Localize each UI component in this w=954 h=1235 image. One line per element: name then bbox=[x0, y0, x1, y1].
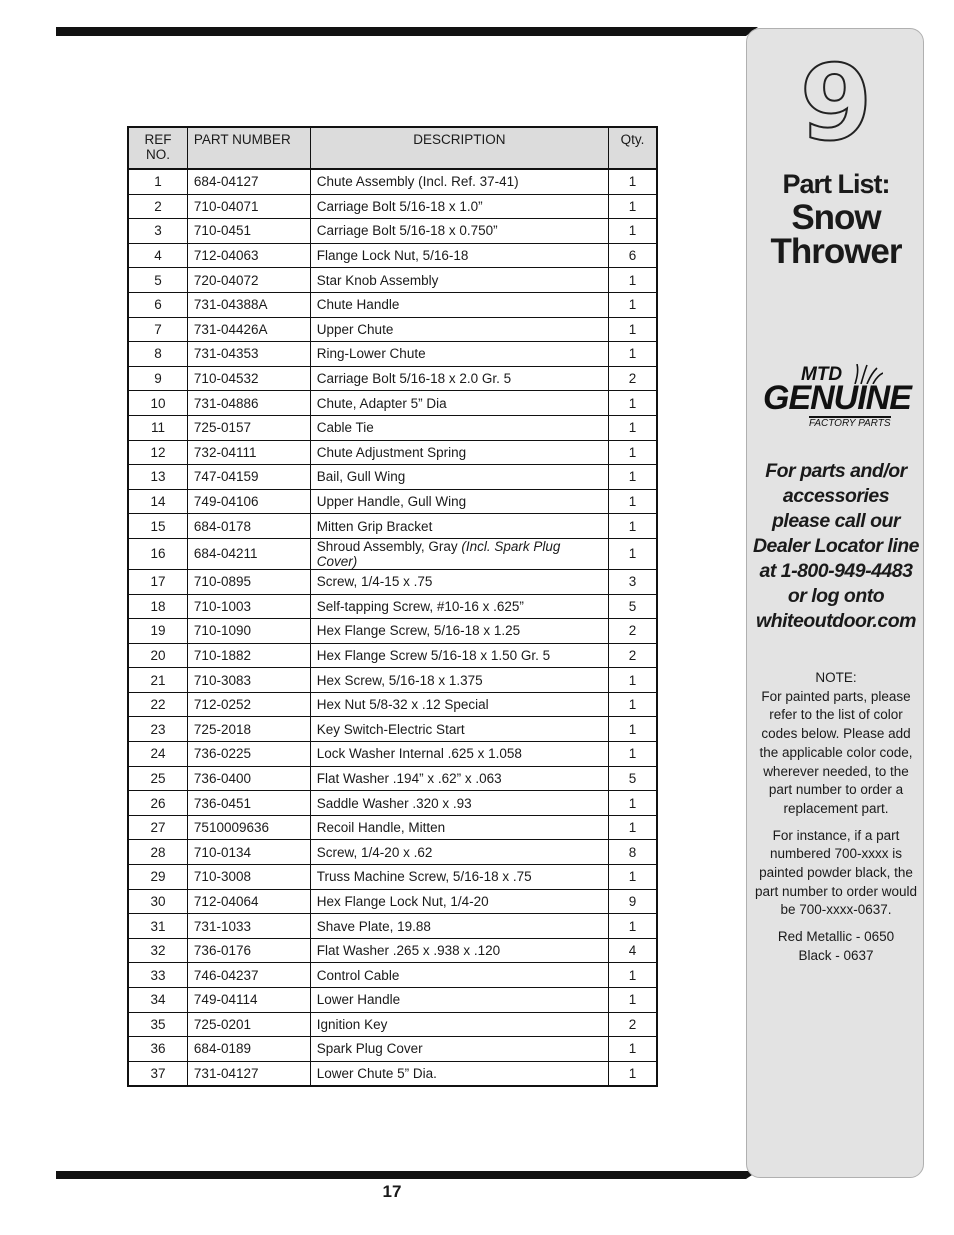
cell-qty: 1 bbox=[609, 194, 657, 219]
cell-description bbox=[310, 415, 608, 440]
cell-part-number: 710-0134 bbox=[187, 840, 310, 865]
cell-qty: 9 bbox=[609, 889, 657, 914]
cell-qty: 2 bbox=[609, 619, 657, 644]
cell-part-number: 684-0178 bbox=[187, 514, 310, 539]
logo-mtd-text: MTD bbox=[801, 364, 843, 385]
table-row bbox=[128, 692, 657, 717]
description-text: Spark Plug Cover bbox=[316, 1041, 423, 1057]
cell-part-number: 736-0400 bbox=[187, 766, 310, 791]
cell-qty: 1 bbox=[609, 268, 657, 293]
cell-ref-no: 17 bbox=[128, 569, 187, 594]
description-text: Bail, Gull Wing bbox=[316, 469, 406, 485]
color-code-red: Red Metallic - 0650 bbox=[777, 929, 895, 945]
table-row bbox=[128, 342, 657, 367]
description-text: Ignition Key bbox=[316, 1016, 388, 1032]
cell-qty: 1 bbox=[609, 391, 657, 416]
cell-ref-no: 13 bbox=[128, 465, 187, 490]
table-row bbox=[128, 1061, 657, 1086]
cell-qty: 1 bbox=[609, 914, 657, 939]
cell-description bbox=[310, 791, 608, 816]
cell-ref-no: 37 bbox=[128, 1061, 187, 1086]
header-qty: Qty. bbox=[609, 127, 657, 169]
cell-part-number: 725-2018 bbox=[187, 717, 310, 742]
table-row bbox=[128, 988, 657, 1013]
cell-description bbox=[310, 569, 608, 594]
cell-description bbox=[310, 219, 608, 244]
description-text: Key Switch-Electric Start bbox=[316, 721, 465, 737]
cell-ref-no: 31 bbox=[128, 914, 187, 939]
note-paragraph-1: For painted parts, please refer to the list of color codes below. Please add the applicable color code, wherever needed, to the part number to order a replacement part. bbox=[759, 688, 913, 816]
table-row bbox=[128, 938, 657, 963]
cell-qty: 8 bbox=[609, 840, 657, 865]
cell-description bbox=[310, 717, 608, 742]
contact-line: Dealer Locator line bbox=[752, 535, 920, 557]
cell-qty: 1 bbox=[609, 692, 657, 717]
cell-qty: 4 bbox=[609, 938, 657, 963]
description-text: Recoil Handle, Mitten bbox=[316, 820, 446, 836]
table-row bbox=[128, 643, 657, 668]
description-text: Chute, Adapter 5” Dia bbox=[316, 395, 447, 411]
cell-part-number: 710-0895 bbox=[187, 569, 310, 594]
cell-qty: 1 bbox=[609, 742, 657, 767]
cell-qty: 1 bbox=[609, 489, 657, 514]
table-row bbox=[128, 865, 657, 890]
table-row bbox=[128, 1037, 657, 1062]
description-text: Shave Plate, 19.88 bbox=[316, 918, 431, 934]
note-paragraph-2: For instance, if a part numbered 700-xxxx is painted powder black, the part number to order would be 700-xxxx-0637. bbox=[754, 827, 918, 918]
description-text: Screw, 1/4-20 x .62 bbox=[316, 844, 433, 860]
description-text: Mitten Grip Bracket bbox=[316, 518, 433, 534]
table-row bbox=[128, 514, 657, 539]
cell-ref-no: 30 bbox=[128, 889, 187, 914]
cell-qty: 2 bbox=[609, 1012, 657, 1037]
cell-description bbox=[310, 619, 608, 644]
description-text: Upper Chute bbox=[316, 321, 394, 337]
description-text: Cable Tie bbox=[316, 420, 374, 436]
table-row bbox=[128, 292, 657, 317]
cell-qty: 1 bbox=[609, 169, 657, 194]
description-text: Upper Handle, Gull Wing bbox=[316, 494, 467, 510]
cell-ref-no: 24 bbox=[128, 742, 187, 767]
cell-part-number: 710-1882 bbox=[187, 643, 310, 668]
description-text: Screw, 1/4-15 x .75 bbox=[316, 574, 433, 590]
cell-part-number: 732-04111 bbox=[187, 440, 310, 465]
logo-factory-parts-text: FACTORY PARTS bbox=[809, 418, 891, 429]
cell-part-number: 710-3083 bbox=[187, 668, 310, 693]
cell-ref-no: 5 bbox=[128, 268, 187, 293]
cell-qty: 2 bbox=[609, 643, 657, 668]
table-row bbox=[128, 489, 657, 514]
header-ref-no: REF NO. bbox=[128, 127, 187, 169]
description-text: Carriage Bolt 5/16-18 x 1.0” bbox=[316, 198, 483, 214]
cell-ref-no: 29 bbox=[128, 865, 187, 890]
cell-part-number: 710-1003 bbox=[187, 594, 310, 619]
cell-qty: 1 bbox=[609, 791, 657, 816]
chapter-number: 9 bbox=[799, 42, 873, 164]
cell-qty: 1 bbox=[609, 1037, 657, 1062]
contact-line: For parts and/or bbox=[765, 460, 907, 482]
cell-description bbox=[310, 643, 608, 668]
cell-ref-no: 21 bbox=[128, 668, 187, 693]
description-text: Truss Machine Screw, 5/16-18 x .75 bbox=[316, 869, 532, 885]
description-text: Chute Assembly (Incl. Ref. 37-41) bbox=[316, 174, 519, 190]
section-title-line-1: Part List: bbox=[782, 169, 890, 199]
cell-description bbox=[310, 988, 608, 1013]
section-side-panel bbox=[746, 28, 924, 1178]
description-text: Flat Washer .265 x .938 x .120 bbox=[316, 943, 501, 959]
table-row bbox=[128, 366, 657, 391]
cell-description bbox=[310, 317, 608, 342]
cell-qty: 3 bbox=[609, 569, 657, 594]
cell-description bbox=[310, 963, 608, 988]
cell-ref-no: 34 bbox=[128, 988, 187, 1013]
description-text: Lock Washer Internal .625 x 1.058 bbox=[316, 746, 522, 762]
table-row bbox=[128, 219, 657, 244]
color-code-black: Black - 0637 bbox=[798, 947, 874, 963]
cell-description bbox=[310, 815, 608, 840]
description-text: Flange Lock Nut, 5/16-18 bbox=[316, 248, 469, 264]
cell-ref-no: 15 bbox=[128, 514, 187, 539]
cell-ref-no: 26 bbox=[128, 791, 187, 816]
cell-part-number: 736-0176 bbox=[187, 938, 310, 963]
description-text: Hex Flange Lock Nut, 1/4-20 bbox=[316, 893, 489, 909]
cell-qty: 1 bbox=[609, 219, 657, 244]
cell-part-number: 736-0225 bbox=[187, 742, 310, 767]
cell-part-number: 712-04064 bbox=[187, 889, 310, 914]
cell-part-number: 731-04388A bbox=[187, 292, 310, 317]
cell-ref-no: 2 bbox=[128, 194, 187, 219]
table-row bbox=[128, 619, 657, 644]
cell-qty: 1 bbox=[609, 988, 657, 1013]
table-row bbox=[128, 415, 657, 440]
table-row bbox=[128, 791, 657, 816]
cell-part-number: 725-0201 bbox=[187, 1012, 310, 1037]
table-row bbox=[128, 243, 657, 268]
cell-part-number: 710-04532 bbox=[187, 366, 310, 391]
description-text: Flat Washer .194” x .62” x .063 bbox=[316, 770, 502, 786]
cell-part-number: 712-0252 bbox=[187, 692, 310, 717]
cell-qty: 6 bbox=[609, 243, 657, 268]
cell-ref-no: 7 bbox=[128, 317, 187, 342]
cell-qty: 2 bbox=[609, 366, 657, 391]
contact-line: please call our bbox=[772, 510, 900, 532]
header-description: DESCRIPTION bbox=[310, 127, 608, 169]
cell-ref-no: 10 bbox=[128, 391, 187, 416]
cell-qty: 1 bbox=[609, 717, 657, 742]
description-text: Carriage Bolt 5/16-18 x 2.0 Gr. 5 bbox=[316, 371, 512, 387]
cell-description bbox=[310, 169, 608, 194]
cell-part-number: 731-04426A bbox=[187, 317, 310, 342]
cell-part-number: 749-04114 bbox=[187, 988, 310, 1013]
mtd-genuine-logo bbox=[763, 364, 913, 432]
cell-part-number: 712-04063 bbox=[187, 243, 310, 268]
cell-ref-no: 33 bbox=[128, 963, 187, 988]
table-row bbox=[128, 815, 657, 840]
table-row bbox=[128, 840, 657, 865]
table-row bbox=[128, 766, 657, 791]
cell-qty: 1 bbox=[609, 815, 657, 840]
cell-description bbox=[310, 194, 608, 219]
cell-ref-no: 28 bbox=[128, 840, 187, 865]
section-title-line-3: Thrower bbox=[770, 232, 902, 271]
cell-qty: 1 bbox=[609, 963, 657, 988]
cell-part-number: 749-04106 bbox=[187, 489, 310, 514]
table-row bbox=[128, 742, 657, 767]
note-title: NOTE: bbox=[815, 670, 857, 685]
cell-qty: 1 bbox=[609, 292, 657, 317]
section-title-line-2: Snow bbox=[791, 198, 881, 237]
description-text: Hex Screw, 5/16-18 x 1.375 bbox=[316, 672, 483, 688]
description-text: Lower Handle bbox=[316, 992, 401, 1008]
cell-ref-no: 22 bbox=[128, 692, 187, 717]
description-note: (Incl. Spark Plug Cover) bbox=[316, 538, 561, 569]
cell-ref-no: 16 bbox=[128, 538, 187, 569]
cell-ref-no: 27 bbox=[128, 815, 187, 840]
cell-ref-no: 4 bbox=[128, 243, 187, 268]
table-row bbox=[128, 668, 657, 693]
description-text: Shroud Assembly, Gray bbox=[316, 538, 458, 554]
table-row bbox=[128, 169, 657, 194]
contact-info bbox=[751, 459, 921, 634]
cell-qty: 1 bbox=[609, 342, 657, 367]
cell-qty: 1 bbox=[609, 538, 657, 569]
cell-qty: 1 bbox=[609, 865, 657, 890]
cell-part-number: 725-0157 bbox=[187, 415, 310, 440]
table-row bbox=[128, 268, 657, 293]
cell-part-number: 731-04886 bbox=[187, 391, 310, 416]
cell-ref-no: 18 bbox=[128, 594, 187, 619]
cell-description bbox=[310, 391, 608, 416]
table-row bbox=[128, 391, 657, 416]
contact-line: accessories bbox=[782, 485, 890, 507]
cell-description bbox=[310, 538, 608, 569]
cell-description bbox=[310, 889, 608, 914]
cell-part-number: 731-1033 bbox=[187, 914, 310, 939]
cell-description bbox=[310, 440, 608, 465]
cell-description bbox=[310, 938, 608, 963]
cell-part-number: 720-04072 bbox=[187, 268, 310, 293]
color-code-note bbox=[753, 669, 919, 974]
cell-part-number: 710-3008 bbox=[187, 865, 310, 890]
cell-part-number: 747-04159 bbox=[187, 465, 310, 490]
cell-ref-no: 6 bbox=[128, 292, 187, 317]
cell-qty: 1 bbox=[609, 465, 657, 490]
cell-description bbox=[310, 366, 608, 391]
cell-ref-no: 9 bbox=[128, 366, 187, 391]
cell-qty: 1 bbox=[609, 415, 657, 440]
description-text: Hex Nut 5/8-32 x .12 Special bbox=[316, 697, 489, 713]
cell-description bbox=[310, 1037, 608, 1062]
cell-part-number: 684-04127 bbox=[187, 169, 310, 194]
cell-description bbox=[310, 840, 608, 865]
page-number: 17 bbox=[382, 1182, 402, 1201]
table-row bbox=[128, 317, 657, 342]
cell-ref-no: 3 bbox=[128, 219, 187, 244]
cell-description bbox=[310, 766, 608, 791]
cell-ref-no: 12 bbox=[128, 440, 187, 465]
cell-qty: 1 bbox=[609, 514, 657, 539]
description-text: Chute Handle bbox=[316, 297, 400, 313]
cell-ref-no: 25 bbox=[128, 766, 187, 791]
cell-description bbox=[310, 489, 608, 514]
cell-ref-no: 23 bbox=[128, 717, 187, 742]
cell-part-number: 7510009636 bbox=[187, 815, 310, 840]
table-row bbox=[128, 594, 657, 619]
cell-description bbox=[310, 243, 608, 268]
contact-line: whiteoutdoor.com bbox=[756, 610, 916, 632]
cell-description bbox=[310, 342, 608, 367]
description-text: Hex Flange Screw, 5/16-18 x 1.25 bbox=[316, 623, 521, 639]
cell-description bbox=[310, 692, 608, 717]
cell-description bbox=[310, 292, 608, 317]
section-title bbox=[747, 167, 925, 269]
table-header-row bbox=[128, 127, 657, 169]
table-row bbox=[128, 963, 657, 988]
description-text: Hex Flange Screw 5/16-18 x 1.50 Gr. 5 bbox=[316, 647, 551, 663]
table-row bbox=[128, 538, 657, 569]
logo-genuine-text: GENUINE bbox=[763, 379, 911, 417]
header-part-number: PART NUMBER bbox=[187, 127, 310, 169]
description-text: Ring-Lower Chute bbox=[316, 346, 426, 362]
cell-part-number: 746-04237 bbox=[187, 963, 310, 988]
cell-description bbox=[310, 742, 608, 767]
top-rule bbox=[56, 27, 746, 36]
cell-description bbox=[310, 914, 608, 939]
cell-qty: 1 bbox=[609, 668, 657, 693]
description-text: Control Cable bbox=[316, 967, 400, 983]
cell-ref-no: 19 bbox=[128, 619, 187, 644]
description-text: Self-tapping Screw, #10-16 x .625” bbox=[316, 598, 524, 614]
cell-part-number: 731-04127 bbox=[187, 1061, 310, 1086]
bottom-rule bbox=[56, 1171, 746, 1179]
cell-qty: 1 bbox=[609, 317, 657, 342]
contact-line: or log onto bbox=[787, 585, 885, 607]
cell-ref-no: 11 bbox=[128, 415, 187, 440]
cell-part-number: 736-0451 bbox=[187, 791, 310, 816]
cell-part-number: 731-04353 bbox=[187, 342, 310, 367]
cell-description bbox=[310, 465, 608, 490]
description-text: Saddle Washer .320 x .93 bbox=[316, 795, 472, 811]
cell-description bbox=[310, 594, 608, 619]
table-row bbox=[128, 440, 657, 465]
cell-description bbox=[310, 668, 608, 693]
cell-qty: 5 bbox=[609, 594, 657, 619]
cell-ref-no: 20 bbox=[128, 643, 187, 668]
cell-qty: 1 bbox=[609, 440, 657, 465]
cell-description bbox=[310, 514, 608, 539]
cell-ref-no: 36 bbox=[128, 1037, 187, 1062]
cell-ref-no: 14 bbox=[128, 489, 187, 514]
table-row bbox=[128, 465, 657, 490]
cell-description bbox=[310, 1012, 608, 1037]
cell-description bbox=[310, 865, 608, 890]
table-row bbox=[128, 717, 657, 742]
cell-part-number: 710-0451 bbox=[187, 219, 310, 244]
cell-part-number: 684-04211 bbox=[187, 538, 310, 569]
description-text: Star Knob Assembly bbox=[316, 272, 439, 288]
contact-line: at 1-800-949-4483 bbox=[759, 560, 913, 582]
parts-table bbox=[127, 126, 658, 1087]
table-row bbox=[128, 194, 657, 219]
description-text: Carriage Bolt 5/16-18 x 0.750” bbox=[316, 223, 498, 239]
table-row bbox=[128, 1012, 657, 1037]
cell-ref-no: 8 bbox=[128, 342, 187, 367]
cell-qty: 1 bbox=[609, 1061, 657, 1086]
cell-description bbox=[310, 268, 608, 293]
table-row bbox=[128, 569, 657, 594]
table-row bbox=[128, 889, 657, 914]
cell-ref-no: 32 bbox=[128, 938, 187, 963]
cell-ref-no: 35 bbox=[128, 1012, 187, 1037]
table-row bbox=[128, 914, 657, 939]
cell-qty: 5 bbox=[609, 766, 657, 791]
cell-part-number: 710-04071 bbox=[187, 194, 310, 219]
description-text: Chute Adjustment Spring bbox=[316, 444, 467, 460]
cell-description bbox=[310, 1061, 608, 1086]
cell-ref-no: 1 bbox=[128, 169, 187, 194]
cell-part-number: 710-1090 bbox=[187, 619, 310, 644]
description-text: Lower Chute 5” Dia. bbox=[316, 1066, 437, 1082]
cell-part-number: 684-0189 bbox=[187, 1037, 310, 1062]
